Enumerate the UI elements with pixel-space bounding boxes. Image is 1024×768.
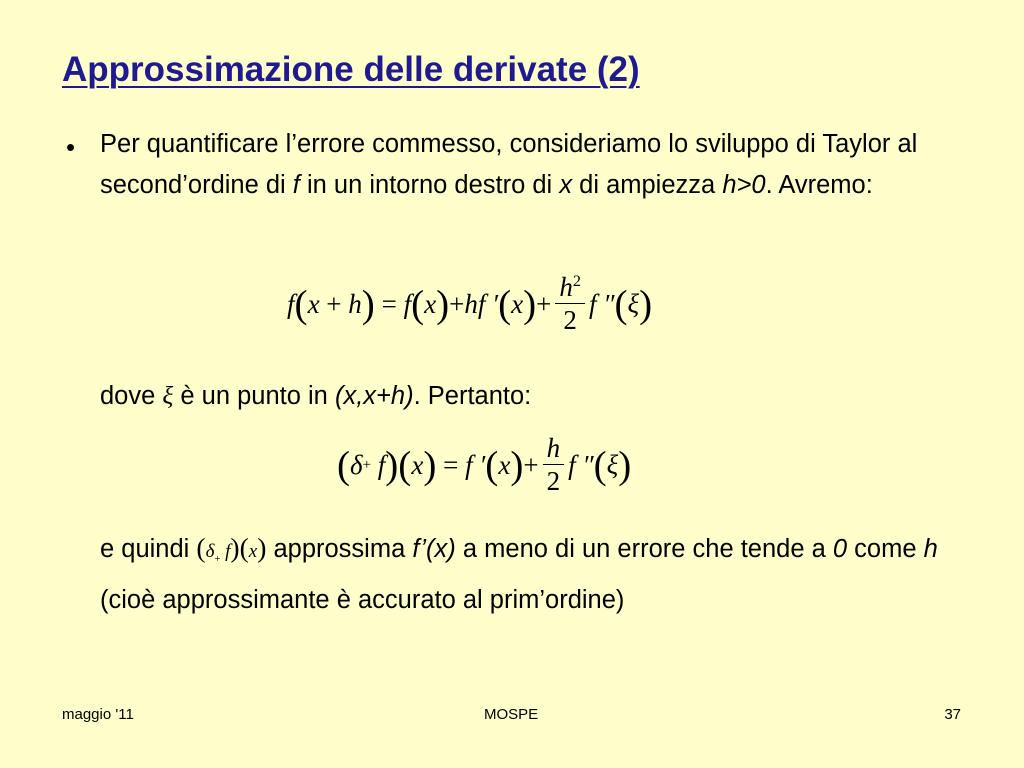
eq-symbol: hf ′ [464, 289, 499, 320]
eq-symbol: f ″ [568, 450, 594, 481]
text: e quindi [100, 535, 197, 563]
inline-operator: ($\delta_+$ f)(x) [196, 532, 267, 565]
eq-exponent: 2 [572, 272, 581, 290]
text: . Avremo: [765, 171, 873, 199]
paragraph-dove [100, 375, 980, 417]
bullet-marker: • [66, 132, 76, 162]
paragraph-conclusion [100, 529, 980, 621]
text: . Pertanto: [413, 382, 532, 410]
eq-symbol: + [523, 450, 539, 481]
eq-symbol: = [381, 289, 397, 320]
eq-symbol: f [377, 450, 386, 481]
taylor-equation: f ( x + h ) = f ( x ) + hf ′ ( x ) + $\frac{h^2}{2}$ f ″ ( ξ ) [287, 272, 653, 335]
eq-symbol: ξ [627, 289, 640, 320]
text: è un punto in [173, 382, 335, 410]
text: come [847, 535, 924, 563]
eq-symbol: + [326, 289, 342, 320]
eq-symbol: = [443, 450, 459, 481]
eq-symbol: x [307, 289, 320, 320]
eq-symbol: x [511, 289, 524, 320]
text: dove [100, 382, 163, 410]
zero: 0 [832, 535, 848, 563]
eq-denominator: 2 [563, 304, 577, 335]
fraction [555, 273, 585, 336]
footer-course: MOSPE [484, 706, 539, 723]
eq-symbol: x [498, 450, 511, 481]
eq-symbol: x [424, 289, 437, 320]
eq-symbol: δ [205, 541, 215, 562]
slide-title: Approssimazione delle derivate (2) [62, 50, 640, 89]
text: Per quantificare l’errore commesso, consideriamo lo sviluppo di Taylor al second’ordine di [100, 130, 918, 199]
derivative: f’(x) [412, 535, 456, 563]
footer-date: maggio '11 [62, 706, 134, 723]
text: (cioè approssimante è accurato al prim’ordine) [100, 585, 625, 614]
eq-symbol: h [559, 272, 573, 302]
eq-symbol: f [225, 541, 231, 562]
text: a meno di un errore che tende a [455, 535, 833, 563]
eq-subscript: + [214, 553, 221, 565]
difference-equation: ( δ + f ) ( x ) = f ′ ( x ) + $\frac{h}{2}$ f ″ ( ξ ) [337, 433, 632, 496]
eq-symbol: δ [350, 450, 363, 481]
paragraph-intro [100, 124, 980, 206]
var-h: h [923, 535, 938, 563]
eq-symbol: f [403, 289, 412, 320]
eq-symbol: + [536, 289, 552, 320]
var-x: x [559, 171, 573, 199]
eq-symbol: ξ [606, 450, 619, 481]
eq-symbol: + [449, 289, 465, 320]
var-f: f [292, 171, 300, 199]
eq-numerator: h [543, 434, 565, 465]
text: approssima [266, 535, 413, 563]
eq-symbol: f ″ [588, 289, 615, 320]
eq-symbol: h [348, 289, 362, 320]
xi-symbol: ξ [162, 381, 174, 410]
footer-page-number: 37 [944, 706, 961, 723]
eq-symbol: x [411, 450, 424, 481]
text: in un intorno destro di [299, 171, 560, 199]
eq-symbol: f ′ [465, 450, 486, 481]
interval: (x,x+h) [334, 382, 414, 410]
eq-subscript: + [362, 457, 371, 474]
text: di ampiezza [572, 171, 723, 199]
eq-symbol: x [248, 541, 258, 562]
eq-symbol: f [287, 289, 295, 320]
var-h-positive: h>0 [722, 171, 766, 199]
fraction [543, 434, 565, 497]
eq-denominator: 2 [546, 465, 561, 496]
